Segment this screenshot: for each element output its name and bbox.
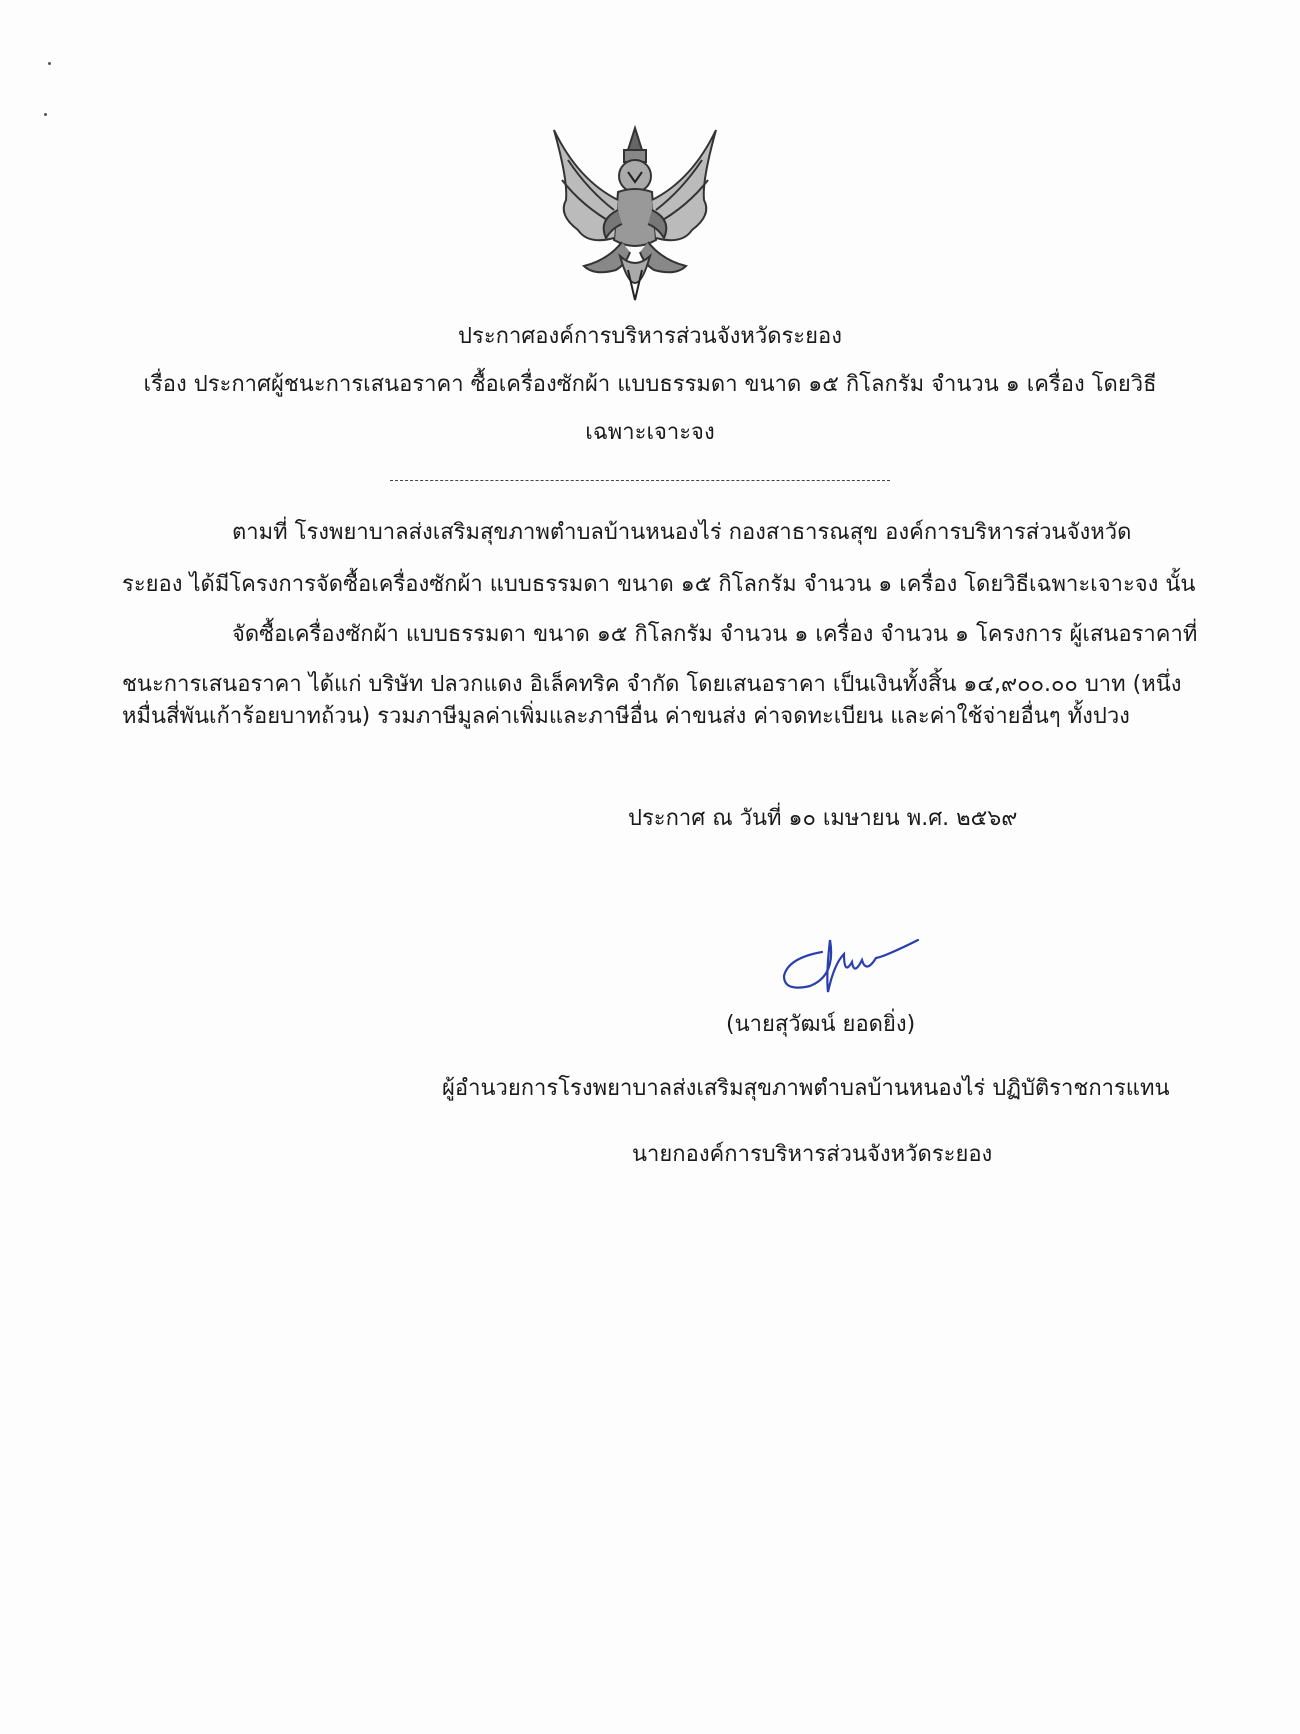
paragraph2-line2: ชนะการเสนอราคา ได้แก่ บริษัท ปลวกแดง อิเล็คทริค จำกัด โดยเสนอราคา เป็นเงินทั้งสิ้น ๑๔,๙๐๐.๐๐ บาท (หนึ่ง bbox=[122, 672, 1182, 697]
garuda-emblem-icon bbox=[548, 120, 722, 310]
announcement-subject-line2: เฉพาะเจาะจง bbox=[585, 420, 715, 445]
paragraph2-line1: จัดซื้อเครื่องซักผ้า แบบธรรมดา ขนาด ๑๕ กิโลกรัม จำนวน ๑ เครื่อง จำนวน ๑ โครงการ ผู้เสนอราคาที่ bbox=[232, 622, 1198, 647]
announcement-org-title: ประกาศองค์การบริหารส่วนจังหวัดระยอง bbox=[458, 324, 842, 349]
paragraph1-line1: ตามที่ โรงพยาบาลส่งเสริมสุขภาพตำบลบ้านหนองไร่ กองสาธารณสุข องค์การบริหารส่วนจังหวัด bbox=[232, 520, 1132, 545]
handwritten-signature bbox=[770, 930, 920, 1000]
signer-position-line1: ผู้อำนวยการโรงพยาบาลส่งเสริมสุขภาพตำบลบ้านหนองไร่ ปฏิบัติราชการแทน bbox=[442, 1076, 1170, 1101]
announcement-date: ประกาศ ณ วันที่ ๑๐ เมษายน พ.ศ. ๒๕๖๙ bbox=[628, 806, 1018, 831]
scan-speck bbox=[48, 62, 51, 65]
signer-name: (นายสุวัฒน์ ยอดยิ่ง) bbox=[726, 1012, 916, 1037]
paragraph1-line2: ระยอง ได้มีโครงการจัดซื้อเครื่องซักผ้า แบบธรรมดา ขนาด ๑๕ กิโลกรัม จำนวน ๑ เครื่อง โดยวิธีเฉพาะเจาะจง นั้น bbox=[122, 572, 1196, 597]
scan-speck bbox=[44, 113, 47, 116]
signer-position-line2: นายกองค์การบริหารส่วนจังหวัดระยอง bbox=[632, 1142, 993, 1167]
announcement-subject-line1: เรื่อง ประกาศผู้ชนะการเสนอราคา ซื้อเครื่องซักผ้า แบบธรรมดา ขนาด ๑๕ กิโลกรัม จำนวน ๑ เครื่อง โดยวิธี bbox=[143, 372, 1157, 397]
separator-dashed-line bbox=[390, 480, 890, 481]
paragraph2-line3: หมื่นสี่พันเก้าร้อยบาทถ้วน) รวมภาษีมูลค่าเพิ่มและภาษีอื่น ค่าขนส่ง ค่าจดทะเบียน และค่าใช้จ่ายอื่นๆ ทั้งปวง bbox=[122, 704, 1130, 729]
